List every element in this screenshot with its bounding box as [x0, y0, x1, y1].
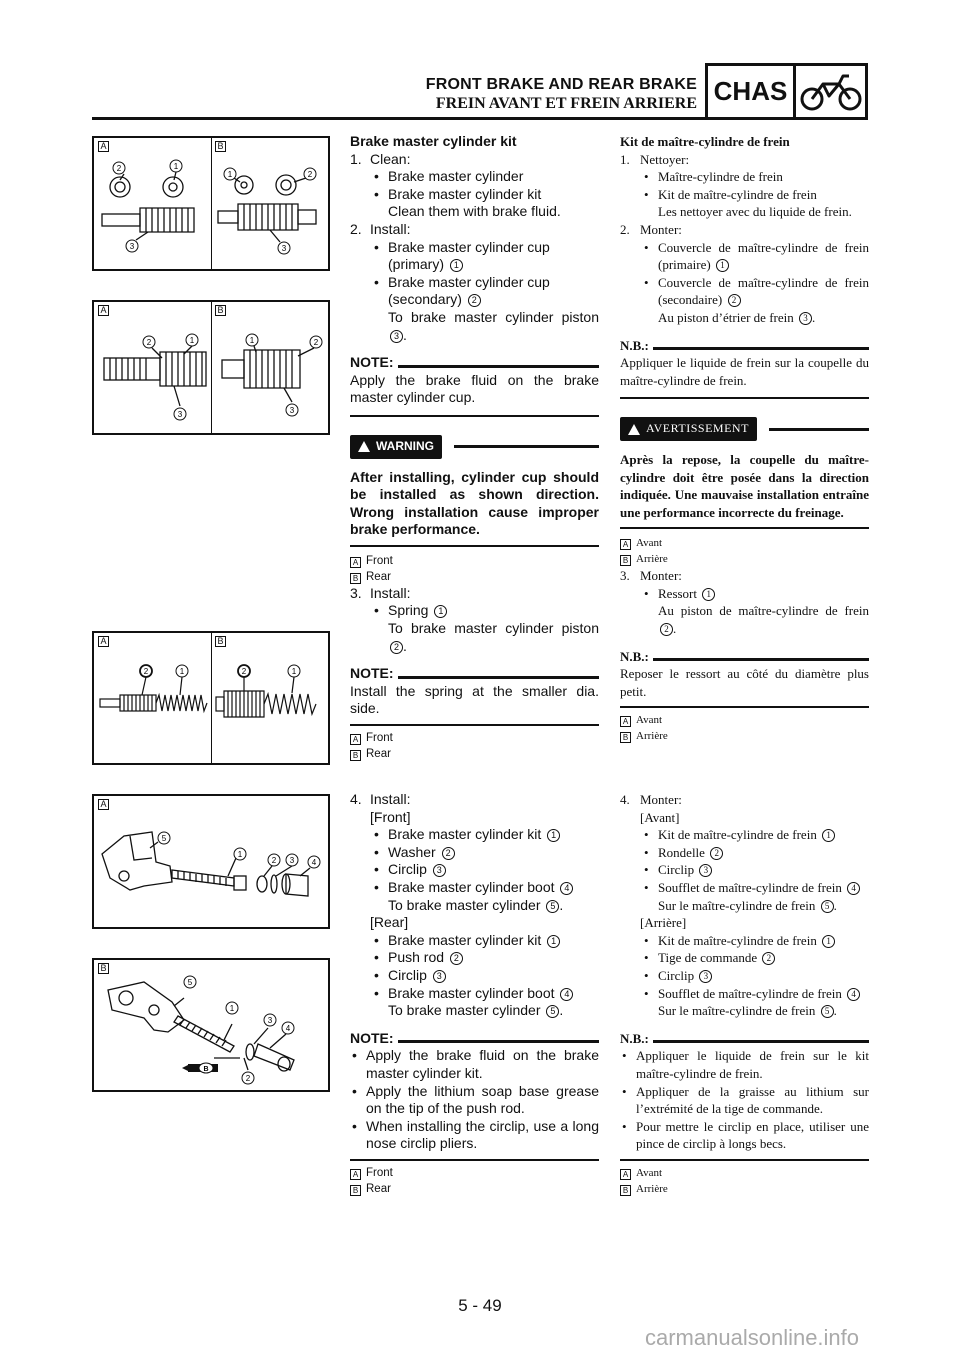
list-item: • Kit de maître-cylindre de frein 1: [620, 826, 869, 844]
list-item: • Brake master cylinder kit 1: [350, 826, 599, 844]
svg-text:4: 4: [285, 1024, 291, 1033]
instruction-text: Sur le maître-cylindre de frein 5 .: [658, 1003, 837, 1019]
header-rule: [92, 117, 708, 120]
list-item: • Soufflet de maître-cylindre de frein 4: [620, 879, 869, 897]
list-item: • Soufflet de maître-cylindre de frein 4: [620, 985, 869, 1003]
section-title: Kit de maître-cylindre de frein: [620, 134, 790, 149]
legend: A Avant B Arrière: [620, 712, 869, 744]
legend: A Front B Rear: [350, 553, 599, 585]
note-item: • Appliquer de la graisse au lithium sur l’extrémité de la tige de commande.: [620, 1083, 869, 1118]
header-title-en: FRONT BRAKE AND REAR BRAKE: [425, 76, 697, 93]
legend: A Avant B Arrière: [620, 1165, 869, 1197]
svg-text:1: 1: [189, 336, 195, 345]
instruction-text: Clean them with brake fluid.: [388, 203, 561, 220]
svg-text:2: 2: [271, 856, 277, 865]
subheading-rear: [Arrière]: [640, 915, 687, 931]
list-item: • Maître-cylindre de frein: [620, 168, 869, 186]
subheading-front: [Avant]: [640, 809, 680, 825]
svg-text:3: 3: [281, 244, 287, 253]
figure-label-b: B: [215, 636, 226, 647]
legend: A Front B Rear: [350, 1165, 599, 1197]
svg-text:3: 3: [289, 856, 295, 865]
warning-heading: [620, 417, 869, 441]
warning-badge: WARNING: [350, 435, 442, 459]
section-code: CHAS: [708, 66, 796, 117]
callout-2: 2: [468, 294, 481, 307]
svg-text:1: 1: [291, 667, 297, 676]
english-column-step4: 4. Install: [Front] • Brake master cylinder kit 1 • Washer 2 • Circlip 3 • Brake master cylinder boot 4 To brake master cylinder 5 . [Rear] • Brake master cylinder kit 1 • Push rod 2 • Circlip 3 • Brake master cylinder boot 4 To brake master cylinder 5 . NOTE: • Apply the brake fluid on the brake master cylinder kit. • Apply the lithium soap base grease on the tip of the push rod. • When installing the circlip, use a long nose circlip pliers. A Front B Rear: [350, 791, 599, 1197]
svg-text:1: 1: [227, 170, 233, 179]
note-heading: NOTE:: [350, 665, 599, 683]
note-item: • Apply the brake fluid on the brake master cylinder kit.: [350, 1047, 599, 1082]
subheading-rear: [Rear]: [370, 914, 409, 931]
note-item: • Appliquer le liquide de frein sur le kit maître-cylindre de frein.: [620, 1047, 869, 1082]
callout-3: 3: [390, 330, 403, 343]
step-number: 1.: [350, 150, 362, 167]
legend: A Front B Rear: [350, 730, 599, 762]
note-item: • Apply the lithium soap base grease on the tip of the push rod.: [350, 1083, 599, 1118]
spring-drawing: [94, 633, 328, 763]
svg-text:1: 1: [237, 850, 243, 859]
step-label: Clean:: [370, 150, 411, 167]
figure-front-master-cylinder: [92, 794, 330, 929]
svg-text:B: B: [203, 1066, 209, 1073]
list-item: • Tige de commande 2: [620, 949, 869, 967]
list-item: • Couvercle de maître-cylindre de frein (primaire) 1: [620, 239, 869, 274]
svg-text:3: 3: [289, 406, 295, 415]
step-label: Install:: [370, 220, 411, 237]
front-assembly-drawing: [94, 796, 328, 927]
instruction-text: Les nettoyer avec du liquide de frein.: [658, 204, 852, 220]
list-item: • Circlip 3: [620, 967, 869, 985]
header-title-fr: FREIN AVANT ET FREIN ARRIERE: [435, 95, 697, 112]
list-item: • Brake master cylinder cup (secondary) 2: [350, 274, 599, 309]
section-title: Brake master cylinder kit: [350, 133, 517, 149]
warning-heading: [350, 435, 599, 459]
instruction-text: To brake master cylinder piston 3 .: [388, 308, 599, 343]
section-tab: [705, 63, 868, 120]
note-text: Appliquer le liquide de frein sur la coupelle du maître-cylindre de frein.: [620, 355, 869, 388]
warning-text: Après la repose, la coupelle du maître-cylindre doit être posée dans la direction indiquée. Une mauvaise installation entraîne une performance incorrecte du freinage.: [620, 451, 869, 520]
list-item: • Brake master cylinder: [350, 168, 599, 186]
rear-assembly-drawing: [94, 960, 328, 1090]
list-item: • Circlip 3: [350, 967, 599, 985]
note-text: Install the spring at the smaller dia. side.: [350, 682, 599, 717]
figure-label-b: B: [215, 141, 226, 152]
svg-text:2: 2: [241, 667, 247, 676]
note-text: Apply the brake fluid on the brake master cylinder cup.: [350, 371, 599, 406]
step-label: Install:: [370, 584, 411, 601]
note-heading: N.B.:: [620, 337, 869, 355]
svg-text:5: 5: [187, 978, 193, 987]
list-item: • Spring 1: [350, 602, 599, 620]
list-item: • Brake master cylinder cup (primary) 1: [350, 239, 599, 274]
instruction-text: Au piston de maître-cylindre de frein 2 .: [658, 603, 869, 637]
note-heading: NOTE:: [350, 354, 599, 372]
instruction-text: To brake master cylinder 5 .: [388, 896, 564, 913]
figure-label-a: A: [98, 305, 109, 316]
list-item: • Kit de maître-cylindre de frein 1: [620, 932, 869, 950]
svg-text:1: 1: [229, 1004, 235, 1013]
svg-text:2: 2: [116, 164, 122, 173]
subheading-front: [Front]: [370, 808, 411, 825]
warning-icon: [628, 424, 640, 435]
step-number: 3.: [350, 584, 362, 601]
figure-spring-install: [92, 631, 330, 765]
list-item: • Brake master cylinder kit: [350, 186, 599, 204]
motorcycle-icon: [796, 66, 865, 117]
cups-drawing: [94, 138, 328, 269]
svg-text:2: 2: [245, 1074, 251, 1083]
svg-text:1: 1: [173, 162, 179, 171]
list-item: • Circlip 3: [620, 861, 869, 879]
svg-text:2: 2: [146, 338, 152, 347]
instruction-text: Au piston d’étrier de frein 3 .: [658, 309, 816, 325]
svg-text:3: 3: [267, 1016, 273, 1025]
instruction-text: Sur le maître-cylindre de frein 5 .: [658, 897, 837, 913]
list-item: • Couvercle de maître-cylindre de frein (secondaire) 2: [620, 274, 869, 309]
list-item: • Brake master cylinder boot 4: [350, 879, 599, 897]
callout-1: 1: [450, 259, 463, 272]
svg-text:4: 4: [311, 858, 317, 867]
svg-text:3: 3: [177, 410, 183, 419]
step-number: 2.: [350, 220, 362, 237]
list-item: • Ressort 1: [620, 585, 869, 603]
instruction-text: To brake master cylinder 5 .: [388, 1002, 564, 1019]
note-text: Reposer le ressort au côté du diamètre plus petit.: [620, 666, 869, 699]
watermark: carmanualsonline.info: [645, 1325, 860, 1350]
figure-label-b: B: [98, 963, 109, 974]
figure-cup-direction: [92, 300, 330, 435]
figure-label-b: B: [215, 305, 226, 316]
figure-master-cylinder-cups: [92, 136, 330, 271]
list-item: • Brake master cylinder kit 1: [350, 932, 599, 950]
warning-text: After installing, cylinder cup should be installed as shown direction. Wrong installation cause improper brake performance.: [350, 468, 599, 538]
svg-text:3: 3: [129, 242, 135, 251]
figure-label-a: A: [98, 141, 109, 152]
figure-rear-master-cylinder: [92, 958, 330, 1092]
note-heading: N.B.:: [620, 1030, 869, 1048]
list-item: • Brake master cylinder boot 4: [350, 985, 599, 1003]
french-column: Kit de maître-cylindre de frein 1. Nettoyer: • Maître-cylindre de frein • Kit de maître-cylindre de frein Les nettoyer avec du liquide de frein. 2. Monter: • Couvercle de maître-cylindre de frein (primaire) 1 • Couvercle de maître-cylindre de frein (secondaire) 2 Au piston d’étrier de frein 3 . N.B.: Appliquer le liquide de frein sur la coupelle du maître-cylindre de frein. AVERTISSEMENT Après la repose, la coupelle du maître-cylindre doit être posée dans la direction indiquée. Une mauvaise installation entraîne une performance incorrecte du freinage. A Avant B Arrière 3. Monter: • Ressort 1 Au piston de maître-cylindre de frein 2 . N.B.: Reposer le ressort au côté du diamètre plus petit. A Avant B Arrière: [620, 133, 869, 744]
note-heading: N.B.:: [620, 648, 869, 666]
page-number: 5 - 49: [458, 1296, 502, 1315]
note-heading: NOTE:: [350, 1030, 599, 1048]
list-item: • Circlip 3: [350, 861, 599, 879]
svg-text:1: 1: [179, 667, 185, 676]
figure-label-a: A: [98, 636, 109, 647]
svg-text:5: 5: [161, 834, 167, 843]
list-item: • Rondelle 2: [620, 844, 869, 862]
english-column: [350, 133, 599, 762]
figure-label-a: A: [98, 799, 109, 810]
svg-text:2: 2: [307, 170, 313, 179]
note-item: • Pour mettre le circlip en place, utiliser une pince de circlip à longs becs.: [620, 1118, 869, 1153]
svg-text:2: 2: [143, 667, 149, 676]
note-item: • When installing the circlip, use a long nose circlip pliers.: [350, 1118, 599, 1153]
piston-drawing: [94, 302, 328, 433]
list-item: • Washer 2: [350, 844, 599, 862]
warning-badge: AVERTISSEMENT: [620, 417, 757, 441]
instruction-text: To brake master cylinder piston 2 .: [388, 620, 599, 654]
legend: A Avant B Arrière: [620, 535, 869, 567]
svg-text:2: 2: [313, 338, 319, 347]
warning-icon: [358, 441, 370, 452]
list-item: • Push rod 2: [350, 949, 599, 967]
list-item: • Kit de maître-cylindre de frein: [620, 186, 869, 204]
french-column-step4: 4. Monter: [Avant] • Kit de maître-cylindre de frein 1 • Rondelle 2 • Circlip 3 • Soufflet de maître-cylindre de frein 4 Sur le maître-cylindre de frein 5 . [Arrière] • Kit de maître-cylindre de frein 1 • Tige de commande 2 • Circlip 3 • Soufflet de maître-cylindre de frein 4 Sur le maître-cylindre de frein 5 . N.B.: • Appliquer le liquide de frein sur le kit maître-cylindre de frein. • Appliquer de la graisse au lithium sur l’extrémité de la tige de commande. • Pour mettre le circlip en place, utiliser une pince de circlip à longs becs. A Avant B Arrière: [620, 791, 869, 1197]
svg-text:1: 1: [249, 336, 255, 345]
